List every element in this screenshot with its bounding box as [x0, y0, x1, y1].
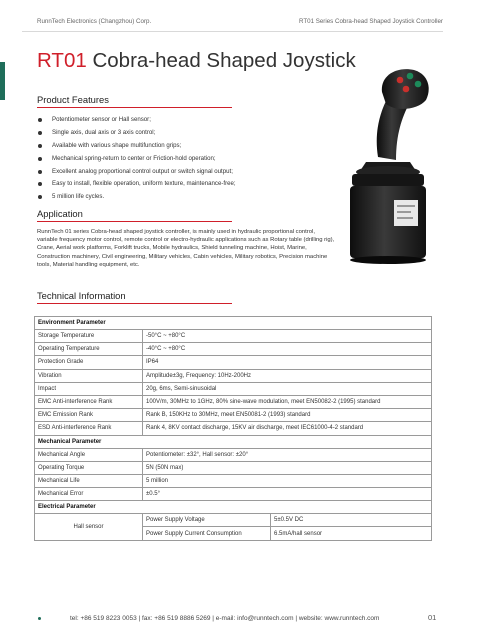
param-value: IP64 [143, 356, 432, 369]
param-name: Mechanical Life [35, 474, 143, 487]
param-value: 20g, 6ms, Semi-sinusoidal [143, 382, 432, 395]
param-name: Operating Temperature [35, 343, 143, 356]
param-name: Vibration [35, 369, 143, 382]
product-name: Cobra-head Shaped Joystick [92, 49, 356, 72]
list-item: Potentiometer sensor or Hall sensor; [37, 114, 337, 127]
table-row [35, 501, 432, 514]
param-value: Potentiometer: ±32°, Hall sensor: ±20° [143, 448, 432, 461]
param-name: Impact [35, 382, 143, 395]
table-row [35, 488, 432, 501]
param-value: 5N (50N max) [143, 461, 432, 474]
technical-underline [37, 303, 232, 304]
features-underline [37, 107, 232, 108]
param-value: -50°C ~ +80°C [143, 330, 432, 343]
param-value: Rank B, 150KHz to 30MHz, meet EN50081-2 (1993) standard [143, 409, 432, 422]
param-value: Amplitude±3g, Frequency: 10Hz-200Hz [143, 369, 432, 382]
param-name: Protection Grade [35, 356, 143, 369]
list-item: Easy to install, flexible operation, uniform texture, maintenance-free; [37, 178, 337, 191]
table-row [35, 435, 432, 448]
joystick-product-image [330, 62, 445, 277]
list-item: Single axis, dual axis or 3 axis control; [37, 127, 337, 140]
param-name: EMC Emission Rank [35, 409, 143, 422]
param-value: 100V/m, 30MHz to 1GHz, 80% sine-wave modulation, meet EN50082-2 (1995) standard [143, 395, 432, 408]
page-header [37, 18, 443, 25]
model-number: RT01 [37, 49, 87, 72]
table-row [35, 369, 432, 382]
side-accent-bar [0, 62, 5, 100]
group-label: Environment Parameter [35, 317, 432, 330]
param-value: Rank 4, 8KV contact discharge, 15KV air discharge, meet IEC61000-4-2 standard [143, 422, 432, 435]
table-row [35, 514, 432, 527]
list-item: Excellent analog proportional control output or switch signal output; [37, 166, 337, 179]
application-underline [37, 221, 232, 222]
table-row [35, 448, 432, 461]
application-text: RunnTech 01 series Cobra-head shaped joystick controller, is mainly used in hydraulic proportional control, variable frequency motor control, remote control or electro-hydraulic applications such as Rotary table (drilling rig), Crane, Aerial work platforms, Forklift trucks, Mobile hydraulics, Shield tunneling machine, Hoist, Marine, Construction machinery, Civil engineering, Military vehicles, Cabin vehicles, Military robotics, Precision machine tools, Material handling equipment, etc. [37, 229, 335, 268]
sensor-type: Hall sensor [35, 514, 143, 540]
table-row [35, 356, 432, 369]
list-item: Mechanical spring-return to center or Friction-hold operation; [37, 153, 337, 166]
group-label: Electrical Parameter [35, 501, 432, 514]
header-divider [22, 31, 443, 32]
table-row [35, 461, 432, 474]
param-value: 6.5mA/hall sensor [271, 527, 432, 540]
table-row [35, 330, 432, 343]
footer-contact: tel: +86 519 8223 0053 | fax: +86 519 8886 5269 | e-mail: info@runntech.com | website: www.runntech.com [70, 615, 380, 622]
table-row [35, 474, 432, 487]
table-row [35, 409, 432, 422]
param-name: Mechanical Error [35, 488, 143, 501]
group-label: Mechanical Parameter [35, 435, 432, 448]
table-row [35, 343, 432, 356]
table-row [35, 317, 432, 330]
technical-heading: Technical Information [37, 290, 126, 301]
list-item: 5 million life cycles. [37, 191, 337, 204]
param-name: EMC Anti-interference Rank [35, 395, 143, 408]
page-number: 01 [428, 613, 437, 622]
table-row [35, 382, 432, 395]
param-value: 5 million [143, 474, 432, 487]
param-name: Storage Temperature [35, 330, 143, 343]
series-name: RT01 Series Cobra-head Shaped Joystick Controller [299, 18, 443, 25]
features-list [37, 114, 337, 204]
param-name: ESD Anti-interference Rank [35, 422, 143, 435]
company-name: RunnTech Electronics (Changzhou) Corp. [37, 18, 152, 25]
param-name: Power Supply Voltage [143, 514, 271, 527]
features-heading: Product Features [37, 94, 109, 105]
table-row [35, 422, 432, 435]
param-value: 5±0.5V DC [271, 514, 432, 527]
list-item: Available with various shape multifunction grips; [37, 140, 337, 153]
spec-table [34, 316, 432, 541]
application-heading: Application [37, 208, 83, 219]
table-row [35, 395, 432, 408]
footer-dot [38, 617, 41, 620]
page-title [37, 49, 356, 73]
param-name: Power Supply Current Consumption [143, 527, 271, 540]
param-name: Operating Torque [35, 461, 143, 474]
param-value: -40°C ~ +80°C [143, 343, 432, 356]
param-value: ±0.5° [143, 488, 432, 501]
param-name: Mechanical Angle [35, 448, 143, 461]
